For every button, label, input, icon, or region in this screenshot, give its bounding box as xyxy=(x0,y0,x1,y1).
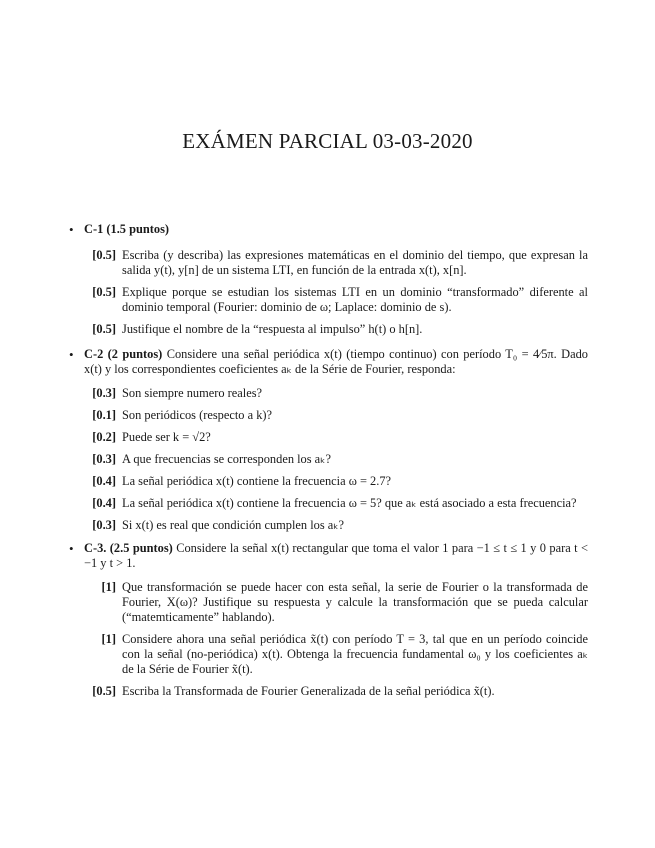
question-c2-header xyxy=(84,347,588,377)
item-text: Que transformación se puede hacer con esta señal, la serie de Fourier o la transformada de Fourier, X(ω)? Justifique su respuesta y calcule la transformación que se pueda calcular (“matemticamente” hablando). xyxy=(122,580,588,624)
question-c3-header xyxy=(84,541,588,571)
list-item xyxy=(84,684,588,699)
list-item xyxy=(84,632,588,677)
item-points: [0.5] xyxy=(92,684,116,698)
item-points: [1] xyxy=(101,580,116,594)
item-points: [0.3] xyxy=(92,452,116,466)
list-item xyxy=(84,322,588,337)
bullet-icon: • xyxy=(69,541,74,556)
question-c1-items xyxy=(84,248,588,337)
list-item xyxy=(84,452,588,467)
item-points: [1] xyxy=(101,632,116,646)
item-text: Si x(t) es real que condición cumplen los aₖ? xyxy=(122,518,345,532)
item-points: [0.4] xyxy=(92,496,116,510)
item-text: Explique porque se estudian los sistemas LTI en un dominio “transformado” diferente al dominio temporal (Fourier: dominio de ω; Laplace: dominio de s). xyxy=(122,285,588,314)
item-points: [0.4] xyxy=(92,474,116,488)
list-item xyxy=(84,518,588,533)
question-c3-items xyxy=(84,580,588,699)
item-text: Escriba la Transformada de Fourier Generalizada de la señal periódica x̃(t). xyxy=(122,684,495,698)
list-item xyxy=(84,285,588,315)
question-c3-heading: C-3. (2.5 puntos) xyxy=(84,541,173,555)
question-c3-intro: Considere la señal x(t) rectangular que toma el valor 1 para −1 ≤ t ≤ 1 y 0 para t < −1 y t > 1. xyxy=(84,541,588,570)
question-c3 xyxy=(66,541,588,699)
question-c2-heading: C-2 (2 puntos) xyxy=(84,347,163,361)
question-c2-intro: Considere una señal periódica x(t) (tiempo continuo) con período T₀ = 4⁄5π. Dado x(t) y los correspondientes coeficientes aₖ de la Série de Fourier, responda: xyxy=(84,347,588,376)
item-text: La señal periódica x(t) contiene la frecuencia ω = 2.7? xyxy=(122,474,392,488)
list-item xyxy=(84,474,588,489)
item-points: [0.5] xyxy=(92,322,116,336)
item-text: Puede ser k = √2? xyxy=(122,430,211,444)
question-c1-heading: C-1 (1.5 puntos) xyxy=(84,222,170,236)
list-item xyxy=(84,580,588,625)
item-text: Son siempre numero reales? xyxy=(122,386,263,400)
item-points: [0.1] xyxy=(92,408,116,422)
bullet-icon: • xyxy=(69,347,74,362)
item-text: Son periódicos (respecto a k)? xyxy=(122,408,273,422)
list-item xyxy=(84,248,588,278)
list-item xyxy=(84,430,588,445)
item-text: A que frecuencias se corresponden los aₖ? xyxy=(122,452,331,466)
exam-content xyxy=(66,222,588,699)
list-item xyxy=(84,496,588,511)
item-text: Justifique el nombre de la “respuesta al impulso” h(t) o h[n]. xyxy=(122,322,423,336)
item-text: La señal periódica x(t) contiene la frecuencia ω = 5? que aₖ está asociado a esta frecuencia? xyxy=(122,496,577,510)
question-c2-items xyxy=(84,386,588,533)
item-points: [0.5] xyxy=(92,248,116,262)
item-points: [0.2] xyxy=(92,430,116,444)
item-points: [0.3] xyxy=(92,386,116,400)
list-item xyxy=(84,386,588,401)
item-points: [0.5] xyxy=(92,285,116,299)
list-item xyxy=(84,408,588,423)
question-c1-header xyxy=(84,222,588,237)
question-c2 xyxy=(66,347,588,533)
page-title: EXÁMEN PARCIAL 03-03-2020 xyxy=(182,129,473,153)
item-points: [0.3] xyxy=(92,518,116,532)
question-c1 xyxy=(66,222,588,337)
item-text: Escriba (y describa) las expresiones matemáticas en el dominio del tiempo, que expresan la salida y(t), y[n] de un sistema LTI, en función de la entrada x(t), x[n]. xyxy=(122,248,588,277)
bullet-icon: • xyxy=(69,222,74,237)
item-text: Considere ahora una señal periódica x̃(t) con período T = 3, tal que en un período coincide con la señal (no-periódica) x(t). Obtenga la frecuencia fundamental ω₀ y los coeficientes aₖ de la Série de Fourier x̃(t). xyxy=(122,632,588,676)
